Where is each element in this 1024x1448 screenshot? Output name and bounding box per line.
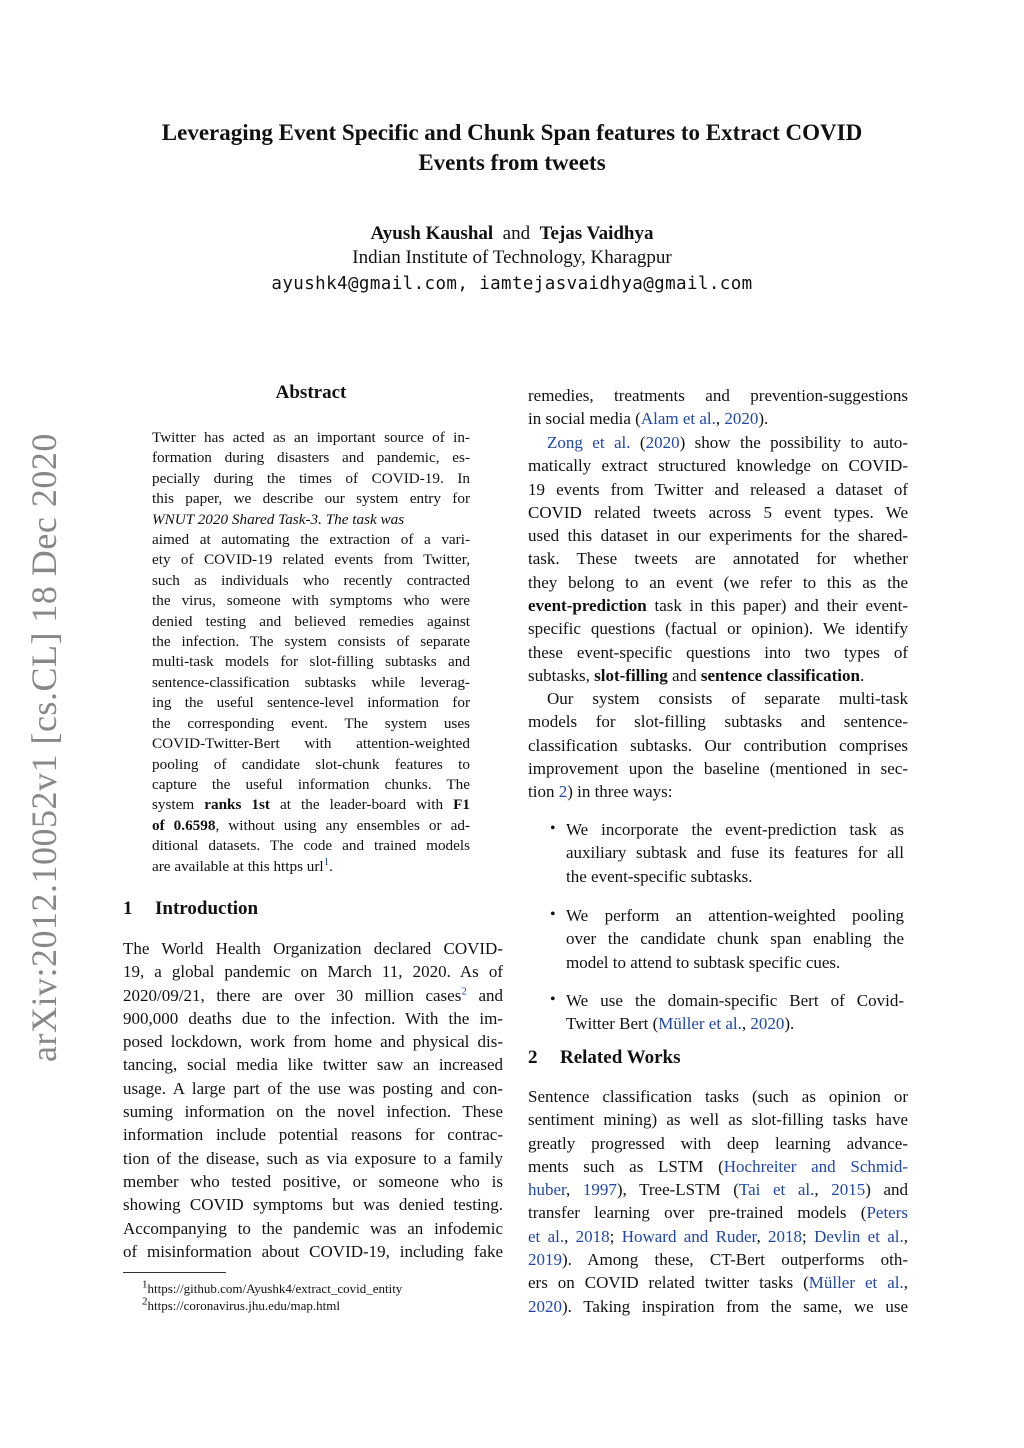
abstract-line: such as individuals who recently contracted <box>152 571 470 589</box>
section-number: 1 <box>123 898 133 919</box>
abstract-line: the corresponding event. The system uses <box>152 714 470 732</box>
abstract-line: Twitter has acted as an important source of in- <box>152 429 470 446</box>
body-text: Twitter Bert ( <box>566 1014 659 1034</box>
body-line <box>528 1155 908 1178</box>
citation-link[interactable]: Zong et al. <box>547 433 631 452</box>
body-line: they belong to an event (we refer to this as the <box>528 572 908 592</box>
body-line <box>528 1201 908 1224</box>
body-text: 2020/09/21, there are over 30 million cases <box>123 985 462 1005</box>
bullet-list <box>528 818 908 1039</box>
body-line: these event-specific questions into two types of <box>528 642 908 662</box>
citation-link[interactable]: 2018 <box>768 1226 803 1246</box>
body-line: The World Health Organization declared COVID- <box>123 939 503 958</box>
right-column-p2 <box>528 431 908 687</box>
citation-link[interactable]: Müller et al. <box>808 1273 904 1293</box>
body-line: the event-specific subtasks. <box>566 866 753 886</box>
body-line: posed lockdown, work from home and physical dis- <box>123 1032 503 1052</box>
body-line <box>566 1012 904 1035</box>
body-text: ; <box>609 1226 622 1246</box>
body-text: ) show the possibility to auto- <box>679 433 908 452</box>
abstract-text: are available at this https url <box>152 857 324 875</box>
footnote-mark: 2 <box>142 1295 148 1308</box>
citation-link[interactable]: 2015 <box>831 1180 866 1200</box>
body-line: suming information on the novel infection. These <box>123 1102 503 1122</box>
body-line <box>528 1178 908 1201</box>
abstract-text: . <box>329 857 333 875</box>
citation-link[interactable]: Hochreiter and Schmid- <box>723 1156 908 1176</box>
abstract-line: the infection. The system consists of separate <box>152 633 470 651</box>
abstract-heading: Abstract <box>275 382 347 403</box>
body-text: ). Taking inspiration from the same, we use <box>562 1296 908 1316</box>
citation-link[interactable]: Peters <box>866 1203 908 1223</box>
citation-link[interactable]: Howard and Ruder <box>621 1226 757 1246</box>
body-text: . <box>859 665 865 685</box>
list-item-text <box>566 989 904 1036</box>
body-line: usage. A large part of the use was posting and con- <box>123 1078 503 1098</box>
citation-link[interactable]: et al. <box>528 1226 565 1246</box>
right-column-p1 <box>528 384 908 431</box>
body-line: over the candidate chunk span enabling the <box>566 929 904 949</box>
body-line: remedies, treatments and prevention-suggestions <box>528 386 908 405</box>
citation-link[interactable]: 2018 <box>575 1226 610 1246</box>
author-name: Ayush Kaushal <box>370 223 494 244</box>
bullet-icon: • <box>550 906 556 923</box>
body-text: ). <box>784 1014 795 1034</box>
citation-link[interactable]: Tai et al. <box>738 1180 815 1200</box>
abstract-body <box>152 428 470 877</box>
citation-link[interactable]: 2020 <box>724 409 759 429</box>
body-line: greatly progressed with deep learning advance- <box>528 1133 908 1153</box>
body-line <box>528 1225 908 1248</box>
body-text: , <box>741 1014 751 1034</box>
abstract-line: multi-task models for slot-filling subtasks and <box>152 653 470 671</box>
body-text: ; <box>802 1226 815 1246</box>
abstract-line <box>152 510 470 530</box>
abstract-line: COVID-Twitter-Bert with attention-weighted <box>152 735 470 753</box>
abstract-line: sentence-classification subtasks while leverag- <box>152 673 470 691</box>
body-text: , <box>715 409 725 429</box>
body-line: Sentence classification tasks (such as opinion or <box>528 1087 908 1106</box>
abstract-line: ety of COVID-19 related events from Twitter, <box>152 551 470 569</box>
abstract-line: denied testing and believed remedies against <box>152 612 470 630</box>
body-line: tion of the disease, such as via exposure to a family <box>123 1148 503 1168</box>
abstract-line: aimed at automating the extraction of a vari- <box>152 531 470 549</box>
body-line: member who tested positive, or someone who is <box>123 1171 503 1191</box>
body-text: ). <box>758 409 769 429</box>
body-line <box>528 431 908 454</box>
abstract-line <box>152 857 470 877</box>
body-line: model to attend to subtask specific cues. <box>566 952 841 972</box>
section-link[interactable]: 2 <box>558 782 568 802</box>
footnote-ref[interactable]: 2 <box>461 984 467 997</box>
citation-link[interactable]: 2020 <box>645 433 680 452</box>
section-title: Related Works <box>560 1047 681 1068</box>
right-column-p3 <box>528 687 908 803</box>
body-line: Our system consists of separate multi-task <box>547 689 908 708</box>
list-item-text <box>566 818 904 888</box>
body-text: ). Among these, CT-Bert outperforms oth- <box>562 1250 908 1270</box>
abstract-line: ing the useful sentence-level information for <box>152 694 470 712</box>
citation-link[interactable]: Müller et al. <box>658 1014 742 1034</box>
body-line: used this dataset in our experiments for the shared- <box>528 526 908 546</box>
body-text: ments such as LSTM ( <box>528 1156 724 1176</box>
body-line: classification subtasks. Our contribution comprises <box>528 735 908 755</box>
body-text: ers on COVID related twitter tasks ( <box>528 1273 809 1293</box>
body-text: ( <box>630 433 646 452</box>
body-line <box>123 984 503 1007</box>
abstract-line: capture the useful information chunks. The <box>152 775 470 793</box>
citation-link[interactable]: Devlin et al. <box>814 1226 904 1246</box>
intro-body <box>123 937 503 1263</box>
body-line: We incorporate the event-prediction task as <box>566 820 904 839</box>
bold-term: sentence classification <box>700 665 860 685</box>
body-line <box>528 780 908 803</box>
abstract-line: the virus, someone with symptoms who were <box>152 592 470 610</box>
body-text: ) and <box>865 1180 909 1200</box>
list-item <box>528 989 908 1039</box>
section-number: 2 <box>528 1047 538 1068</box>
footnote-mark: 1 <box>142 1278 148 1291</box>
body-line: tancing, social media like twitter saw an increased <box>123 1055 503 1075</box>
body-text: task in this paper) and their event- <box>646 596 908 616</box>
body-line <box>528 664 908 687</box>
body-line <box>528 1295 908 1318</box>
body-text: , <box>903 1273 908 1293</box>
title-line: Events from tweets <box>418 150 606 175</box>
footnote <box>142 1297 340 1314</box>
body-line: improvement upon the baseline (mentioned in sec- <box>528 758 908 778</box>
affiliation: Indian Institute of Technology, Kharagpur <box>352 247 672 268</box>
list-item <box>528 818 908 904</box>
body-line: models for slot-filling subtasks and sentence- <box>528 712 908 732</box>
footnote-url[interactable]: https://github.com/Ayushk4/extract_covid_entity <box>147 1281 403 1296</box>
abstract-text: at the leader-board with <box>269 796 454 814</box>
abstract-line: pooling of candidate slot-chunk features to <box>152 755 470 773</box>
authors <box>0 222 1024 246</box>
footnote-url[interactable]: https://coronavirus.jhu.edu/map.html <box>147 1298 340 1313</box>
bold-term: slot-filling <box>594 665 668 685</box>
section-heading <box>528 1047 908 1069</box>
body-text: and <box>667 665 701 685</box>
body-text: , <box>903 1226 908 1246</box>
footnote-rule <box>123 1272 226 1273</box>
body-text: , <box>564 1226 576 1246</box>
citation-link[interactable]: Alam et al. <box>640 409 716 429</box>
abstract-line <box>152 795 470 815</box>
body-line: specific questions (factual or opinion). We identify <box>528 619 908 639</box>
footnote-ref[interactable]: 1 <box>323 855 330 868</box>
title-line: Leveraging Event Specific and Chunk Span features to Extract COVID <box>161 120 863 145</box>
body-text: tion <box>528 782 559 802</box>
bullet-icon: • <box>550 820 556 837</box>
citation-link[interactable]: huber <box>528 1180 567 1200</box>
bullet-icon: • <box>550 991 556 1008</box>
author-name: Tejas Vaidhya <box>539 223 654 244</box>
body-text: ), Tree-LSTM ( <box>616 1180 739 1200</box>
body-text: in social media ( <box>528 409 641 429</box>
citation-link[interactable]: 1997 <box>582 1180 617 1200</box>
body-line: sentiment mining) as well as slot-filling tasks have <box>528 1110 908 1130</box>
abstract-line: pecially during the times of COVID-19. In <box>152 469 470 487</box>
citation-link[interactable]: 2020 <box>750 1014 785 1034</box>
abstract-bold: F1 <box>453 796 470 814</box>
citation-link[interactable]: 2020 <box>528 1296 562 1316</box>
body-text: and <box>466 985 503 1005</box>
body-line <box>528 407 908 430</box>
abstract-line: formation during disasters and pandemic, es- <box>152 449 470 467</box>
body-line: showing COVID symptoms but was denied testing. <box>123 1195 503 1215</box>
abstract-text: , without using any ensembles or ad- <box>215 816 470 834</box>
section-heading <box>123 898 503 920</box>
body-line: Accompanying to the pandemic was an infodemic <box>123 1218 503 1238</box>
body-line: COVID related tweets across 5 event types. We <box>528 502 908 522</box>
body-line: matically extract structured knowledge on COVID- <box>528 456 908 476</box>
bold-term: event-prediction <box>528 596 647 616</box>
author-emails: ayushk4@gmail.com, iamtejasvaidhya@gmail.com <box>271 274 753 294</box>
footnote <box>142 1280 402 1297</box>
author-conjunction: and <box>502 223 531 244</box>
body-text: ) in three ways: <box>567 782 673 802</box>
abstract-bold: of 0.6598 <box>152 816 216 834</box>
body-line: auxiliary subtask and fuse its features for all <box>566 843 904 863</box>
body-text: , <box>814 1180 832 1200</box>
body-text: subtasks, <box>528 665 595 685</box>
list-item-text <box>566 904 904 974</box>
body-line: We use the domain-specific Bert of Covid- <box>566 991 904 1010</box>
body-line: We perform an attention-weighted pooling <box>566 906 904 925</box>
body-line: 900,000 deaths due to the infection. With the im- <box>123 1008 503 1028</box>
citation-link[interactable]: 2019 <box>528 1250 562 1270</box>
section-title: Introduction <box>155 898 259 919</box>
arxiv-stamp: arXiv:2012.10052v1 [cs.CL] 18 Dec 2020 <box>24 433 64 1062</box>
body-line <box>528 1248 908 1271</box>
body-text: , <box>566 1180 583 1200</box>
abstract-bold: ranks 1st <box>204 796 270 814</box>
body-line: of misinformation about COVID-19, including fake <box>123 1241 503 1261</box>
abstract-line: ditional datasets. The code and trained models <box>152 837 470 855</box>
body-line: 19 events from Twitter and released a dataset of <box>528 479 908 499</box>
body-text: transfer learning over pre-trained models ( <box>528 1203 867 1223</box>
body-line <box>528 1271 908 1294</box>
body-text: , <box>756 1226 769 1246</box>
related-works-body <box>528 1085 908 1318</box>
body-line: information include potential reasons for contrac- <box>123 1125 503 1145</box>
body-line: 19, a global pandemic on March 11, 2020. As of <box>123 962 503 982</box>
abstract-line: this paper, we describe our system entry for <box>152 490 470 508</box>
abstract-line <box>152 816 470 836</box>
body-line <box>528 594 908 617</box>
paper-title <box>0 118 1024 178</box>
abstract-text: system <box>152 796 205 814</box>
body-line: task. These tweets are annotated for whether <box>528 549 908 569</box>
abstract-line-text: WNUT 2020 Shared Task-3. The task was <box>152 510 405 528</box>
list-item <box>528 904 908 989</box>
